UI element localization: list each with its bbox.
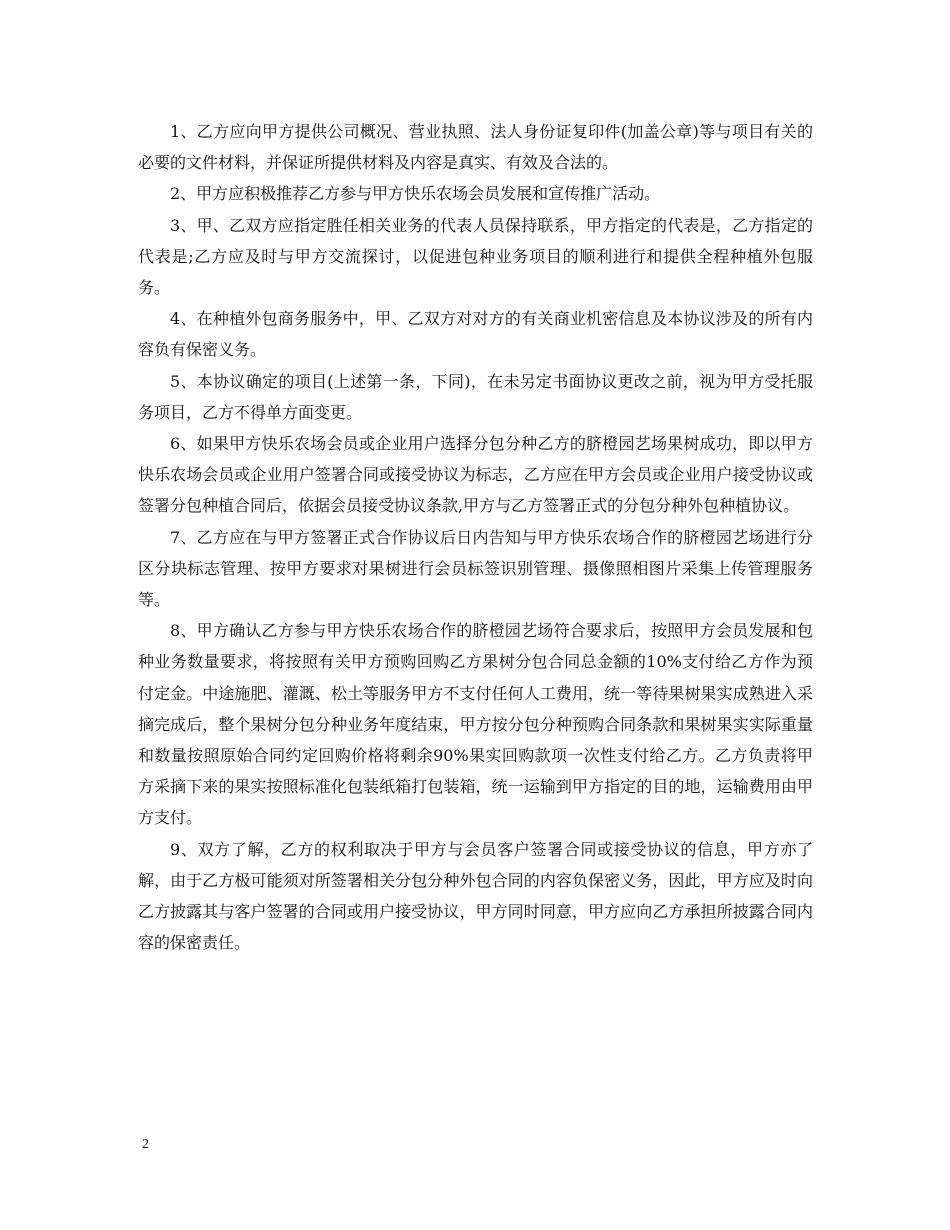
paragraph-7: 7、乙方应在与甲方签署正式合作协议后日内告知与甲方快乐农场合作的脐橙园艺场进行分区分块标志管理、按甲方要求对果树进行会员标签识别管理、摄像照相图片采集上传管理服务等。: [138, 527, 813, 610]
page-number: 2: [142, 1137, 149, 1152]
paragraph-5: 5、本协议确定的项目(上述第一条，下同)，在未另定书面协议更改之前，视为甲方受托服务项目，乙方不得单方面变更。: [138, 371, 813, 422]
paragraph-3: 3、甲、乙双方应指定胜任相关业务的代表人员保持联系，甲方指定的代表是，乙方指定的代表是;乙方应及时与甲方交流探讨，以促进包种业务项目的顺利进行和提供全程种植外包服务。: [138, 215, 813, 298]
paragraph-1: 1、乙方应向甲方提供公司概况、营业执照、法人身份证复印件(加盖公章)等与项目有关的必要的文件材料，并保证所提供材料及内容是真实、有效及合法的。: [138, 122, 813, 173]
paragraph-9: 9、双方了解，乙方的权利取决于甲方与会员客户签署合同或接受协议的信息，甲方亦了解，由于乙方极可能须对所签署相关分包分种外包合同的内容负保密义务，因此，甲方应及时向乙方披露其与客户签署的合同或用户接受协议，甲方同时同意，甲方应向乙方承担所披露合同内容的保密责任。: [138, 839, 813, 953]
paragraph-6: 6、如果甲方快乐农场会员或企业用户选择分包分种乙方的脐橙园艺场果树成功，即以甲方快乐农场会员或企业用户签署合同或接受协议为标志，乙方应在甲方会员或企业用户接受协议或签署分包种植合同后，依据会员接受协议条款,甲方与乙方签署正式的分包分种外包种植协议。: [138, 434, 813, 516]
paragraph-8: 8、甲方确认乙方参与甲方快乐农场合作的脐橙园艺场符合要求后，按照甲方会员发展和包种业务数量要求，将按照有关甲方预购回购乙方果树分包合同总金额的10%支付给乙方作为预付定金。中途施肥、灌溉、松土等服务甲方不支付任何人工费用，统一等待果树果实成熟进入采摘完成后，整个果树分包分种业务年度结束，甲方按分包分种预购合同条款和果树果实实际重量和数量按照原始合同约定回购价格将剩余90%果实回购款项一次性支付给乙方。乙方负责将甲方采摘下来的果实按照标准化包装纸箱打包装箱，统一运输到甲方指定的目的地，运输费用由甲方支付。: [138, 621, 813, 828]
document-body: [138, 116, 813, 958]
paragraph-4: 4、在种植外包商务服务中，甲、乙双方对对方的有关商业机密信息及本协议涉及的所有内容负有保密义务。: [138, 309, 813, 360]
paragraph-2: 2、甲方应积极推荐乙方参与甲方快乐农场会员发展和宣传推广活动。: [170, 184, 661, 204]
